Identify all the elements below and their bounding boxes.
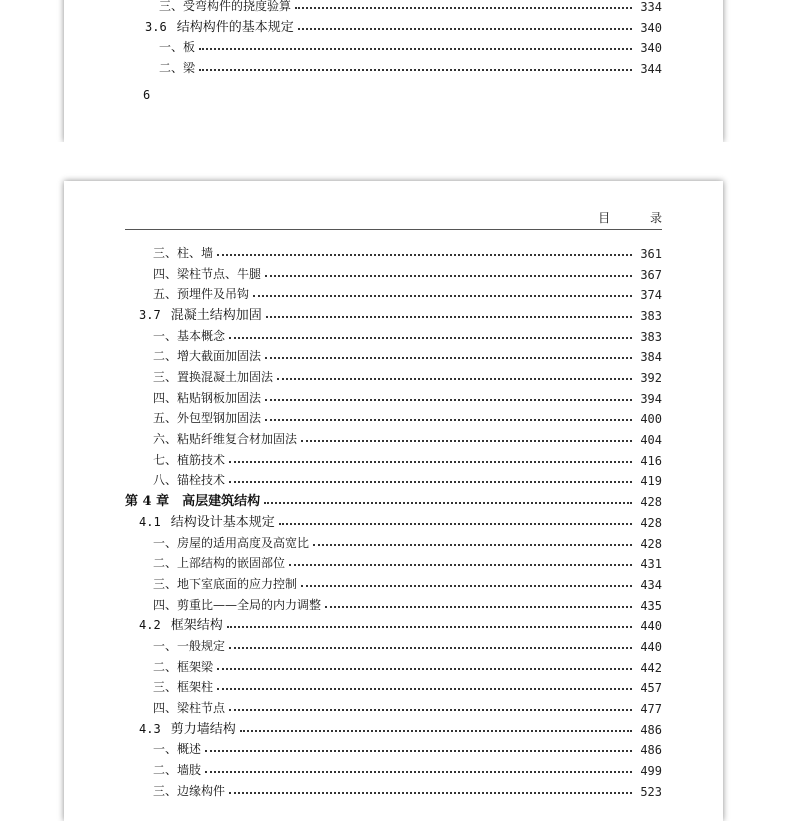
toc-page-number: 344 bbox=[640, 61, 662, 76]
toc-subsection-entry[interactable] bbox=[153, 696, 662, 716]
toc-page-number: 419 bbox=[640, 474, 662, 489]
dot-leader bbox=[265, 275, 632, 277]
dot-leader bbox=[199, 69, 632, 71]
toc-entry-label: 七、植筋技术 bbox=[153, 452, 226, 467]
toc-section-number: 4.2 bbox=[139, 618, 161, 633]
toc-section-entry[interactable] bbox=[139, 510, 662, 530]
running-header bbox=[125, 209, 680, 230]
toc-subsection-entry[interactable] bbox=[153, 468, 662, 488]
dot-leader bbox=[205, 750, 632, 752]
toc-subsection-entry[interactable] bbox=[153, 448, 662, 468]
dot-leader bbox=[217, 254, 632, 256]
dot-leader bbox=[240, 730, 632, 732]
dot-leader bbox=[325, 606, 632, 608]
toc-entry-label: 一、基本概念 bbox=[153, 328, 226, 343]
toc-page-number: 383 bbox=[640, 329, 662, 344]
toc-page-number: 361 bbox=[640, 247, 662, 261]
toc-page-number: 404 bbox=[640, 433, 662, 448]
dot-leader bbox=[279, 523, 632, 525]
toc-entry-label: 四、剪重比——全局的内力调整 bbox=[153, 597, 322, 612]
page-number: 6 bbox=[143, 88, 151, 102]
toc-page-number: 434 bbox=[640, 577, 662, 592]
toc-section-number: 3.6 bbox=[145, 19, 167, 34]
toc-page-number: 383 bbox=[640, 309, 662, 324]
toc-entry-label: 三、柱、墙 bbox=[153, 246, 214, 260]
toc-entry-label: 六、粘贴纤维复合材加固法 bbox=[153, 432, 298, 447]
toc-entry-label: 一、概述 bbox=[153, 742, 202, 757]
toc-page-number: 499 bbox=[640, 764, 662, 778]
toc-page-number: 435 bbox=[640, 598, 662, 613]
toc-subsection-entry[interactable] bbox=[153, 593, 662, 613]
dot-leader bbox=[265, 419, 632, 421]
toc-page-number: 442 bbox=[640, 660, 662, 675]
dot-leader bbox=[266, 316, 632, 318]
toc-section-number: 3.7 bbox=[139, 308, 161, 323]
toc-entry-label: 二、框架梁 bbox=[153, 659, 214, 674]
toc-entry-label: 三、边缘构件 bbox=[153, 783, 226, 798]
toc-page-number: 384 bbox=[640, 350, 662, 365]
dot-leader bbox=[301, 585, 632, 587]
toc-section-label: 框架结构 bbox=[170, 618, 223, 634]
toc-section-label: 剪力墙结构 bbox=[170, 721, 236, 737]
dot-leader bbox=[229, 461, 632, 463]
toc-page-upper bbox=[64, 0, 723, 142]
toc-subsection-entry[interactable] bbox=[153, 324, 662, 344]
toc-page-number: 440 bbox=[640, 639, 662, 654]
toc-subsection-entry[interactable] bbox=[153, 262, 662, 282]
toc-subsection-entry[interactable] bbox=[153, 634, 662, 654]
toc-subsection-entry[interactable] bbox=[153, 406, 662, 426]
dot-leader bbox=[229, 481, 632, 483]
toc-subsection-entry[interactable] bbox=[153, 779, 662, 799]
toc-section-label: 混凝土结构加固 bbox=[170, 308, 262, 324]
toc-section-label: 结构设计基本规定 bbox=[170, 514, 275, 530]
dot-leader bbox=[205, 771, 632, 773]
toc-subsection-entry[interactable] bbox=[159, 35, 662, 55]
toc-subsection-entry[interactable] bbox=[153, 551, 662, 571]
toc-page-number: 340 bbox=[640, 41, 662, 56]
toc-subsection-entry[interactable] bbox=[153, 365, 662, 385]
dot-leader bbox=[199, 48, 632, 50]
toc-section-entry[interactable] bbox=[139, 613, 662, 633]
toc-entry-label: 二、增大截面加固法 bbox=[153, 349, 262, 364]
toc-section-label: 结构构件的基本规定 bbox=[176, 19, 294, 35]
toc-subsection-entry[interactable] bbox=[153, 241, 662, 261]
toc-subsection-entry[interactable] bbox=[153, 282, 662, 302]
dot-leader bbox=[264, 502, 632, 504]
toc-page-number: 374 bbox=[640, 288, 662, 303]
toc-entry-label: 二、上部结构的嵌固部位 bbox=[153, 556, 286, 571]
toc-page-number: 428 bbox=[640, 495, 662, 510]
dot-leader bbox=[229, 792, 632, 794]
dot-leader bbox=[265, 399, 632, 401]
toc-entry-label: 三、受弯构件的挠度验算 bbox=[159, 0, 292, 13]
toc-section-title bbox=[145, 16, 298, 35]
dot-leader bbox=[217, 668, 632, 670]
toc-subsection-entry[interactable] bbox=[153, 531, 662, 551]
toc-entry-label: 三、置换混凝土加固法 bbox=[153, 370, 274, 385]
toc-page-number: 340 bbox=[640, 20, 662, 35]
toc-section-title bbox=[139, 718, 240, 737]
dot-leader bbox=[229, 647, 632, 649]
toc-subsection-entry[interactable] bbox=[153, 655, 662, 675]
dot-leader bbox=[265, 357, 632, 359]
toc-subsection-entry[interactable] bbox=[153, 427, 662, 447]
toc-subsection-entry[interactable] bbox=[159, 0, 662, 14]
toc-entry-label: 四、梁柱节点 bbox=[153, 700, 226, 715]
toc-chapter-entry[interactable] bbox=[125, 489, 662, 509]
toc-entry-label: 三、框架柱 bbox=[153, 680, 214, 695]
toc-entry-label: 五、预埋件及吊钩 bbox=[153, 287, 250, 302]
toc-page-number: 416 bbox=[640, 453, 662, 468]
toc-page-number: 486 bbox=[640, 743, 662, 758]
toc-section-title bbox=[139, 511, 279, 530]
toc-page-number: 486 bbox=[640, 722, 662, 737]
toc-section-entry[interactable] bbox=[145, 15, 662, 35]
header-title: 目 录 bbox=[598, 211, 680, 225]
dot-leader bbox=[229, 337, 632, 339]
toc-section-entry[interactable] bbox=[139, 717, 662, 737]
dot-leader bbox=[301, 440, 632, 442]
toc-chapter-title: 第 4 章 高层建筑结构 bbox=[125, 494, 261, 510]
dot-leader bbox=[217, 688, 632, 690]
toc-page-number: 394 bbox=[640, 391, 662, 406]
toc-entry-label: 五、外包型钢加固法 bbox=[153, 411, 262, 426]
toc-subsection-entry[interactable] bbox=[153, 386, 662, 406]
page-gap bbox=[0, 142, 790, 181]
toc-entry-label: 四、粘贴钢板加固法 bbox=[153, 390, 262, 405]
toc-entry-label: 八、锚栓技术 bbox=[153, 473, 226, 488]
toc-subsection-entry[interactable] bbox=[159, 56, 662, 76]
toc-page-number: 334 bbox=[640, 0, 662, 14]
toc-page-number: 428 bbox=[640, 515, 662, 530]
toc-section-title bbox=[139, 304, 266, 323]
dot-leader bbox=[298, 28, 632, 30]
toc-subsection-entry[interactable] bbox=[153, 758, 662, 778]
dot-leader bbox=[289, 564, 632, 566]
toc-page-number: 457 bbox=[640, 681, 662, 696]
toc-entry-label: 一、板 bbox=[159, 40, 196, 55]
toc-page-number: 431 bbox=[640, 557, 662, 572]
toc-entry-label: 一、房屋的适用高度及高宽比 bbox=[153, 535, 310, 550]
toc-page-number: 400 bbox=[640, 412, 662, 427]
dot-leader bbox=[253, 295, 632, 297]
dot-leader bbox=[313, 544, 632, 546]
toc-page-number: 367 bbox=[640, 267, 662, 282]
toc-subsection-entry[interactable] bbox=[153, 572, 662, 592]
toc-subsection-entry[interactable] bbox=[153, 675, 662, 695]
toc-entry-label: 一、一般规定 bbox=[153, 638, 226, 653]
dot-leader bbox=[277, 378, 632, 380]
toc-section-number: 4.3 bbox=[139, 721, 161, 736]
dot-leader bbox=[295, 7, 632, 9]
toc-section-number: 4.1 bbox=[139, 514, 161, 529]
toc-entry-label: 三、地下室底面的应力控制 bbox=[153, 576, 298, 591]
dot-leader bbox=[227, 626, 632, 628]
dot-leader bbox=[229, 709, 632, 711]
toc-section-title bbox=[139, 614, 227, 633]
toc-entry-label: 二、墙肢 bbox=[153, 763, 202, 777]
toc-entry-label: 二、梁 bbox=[159, 60, 196, 75]
toc-entry-label: 四、梁柱节点、牛腿 bbox=[153, 266, 262, 281]
toc-page-number: 440 bbox=[640, 619, 662, 634]
toc-page-lower bbox=[64, 181, 723, 821]
toc-page-number: 523 bbox=[640, 784, 662, 799]
toc-page-number: 428 bbox=[640, 536, 662, 551]
toc-subsection-entry[interactable] bbox=[153, 344, 662, 364]
toc-subsection-entry[interactable] bbox=[153, 737, 662, 757]
toc-section-entry[interactable] bbox=[139, 303, 662, 323]
toc-page-number: 477 bbox=[640, 701, 662, 716]
toc-page-number: 392 bbox=[640, 371, 662, 386]
